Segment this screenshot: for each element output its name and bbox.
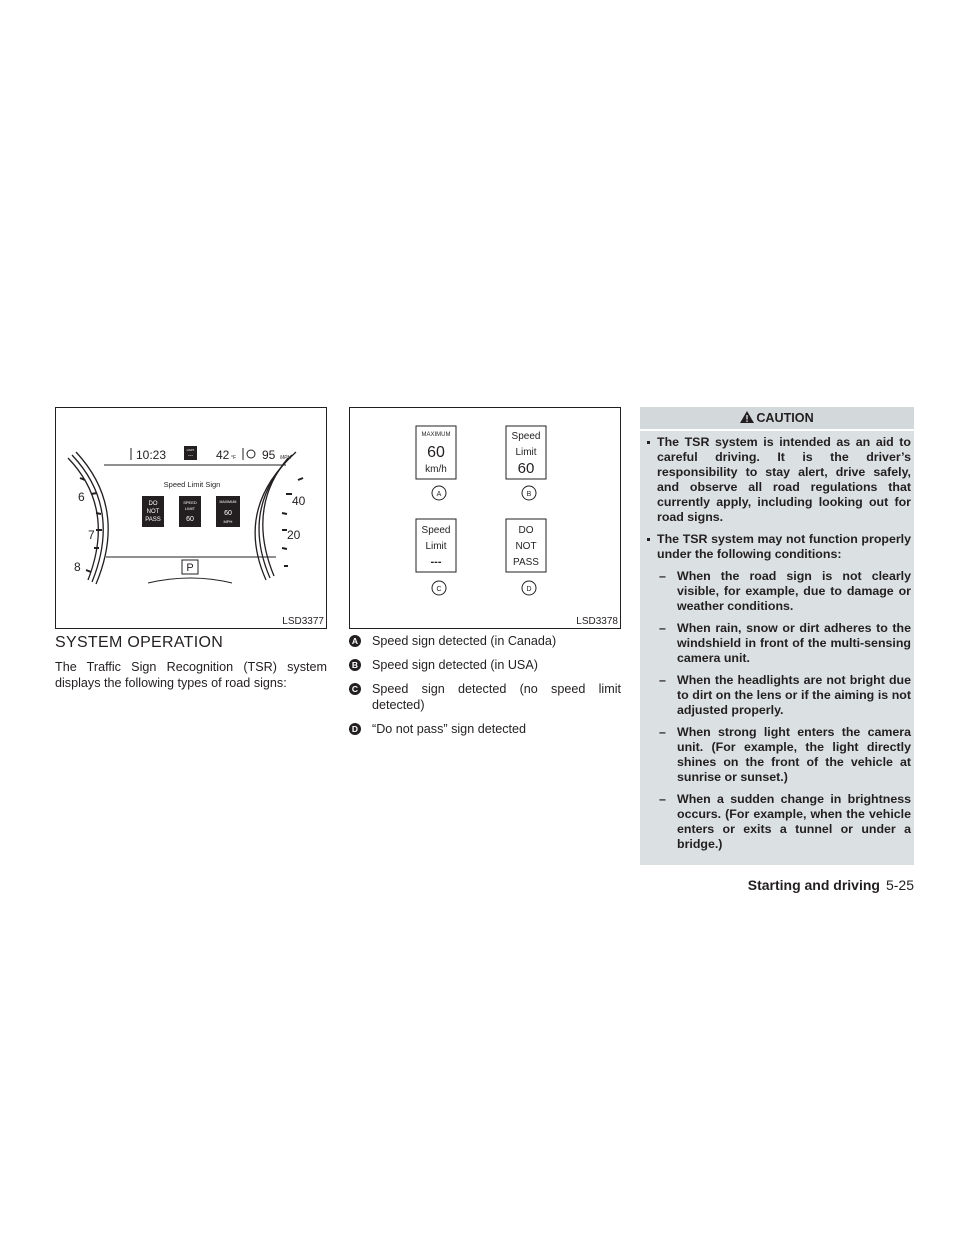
cluster-figure — [55, 407, 327, 629]
warning-triangle-icon — [740, 411, 754, 423]
sign-text: SPEED — [183, 500, 197, 505]
clock-time: 10:23 — [136, 448, 167, 462]
callout-c-badge: C — [349, 683, 361, 695]
sign-a-text: 60 — [427, 444, 445, 461]
sign-a-text: km/h — [425, 464, 447, 475]
legend-item-c — [349, 681, 621, 713]
figure-code: LSD3378 — [576, 616, 618, 627]
tach-label-6: 6 — [78, 490, 85, 504]
sign-text: MPH — [223, 519, 233, 524]
right-column — [640, 407, 914, 894]
sign-text: 60 — [186, 516, 194, 523]
limit-mini-value: --- — [188, 453, 193, 459]
legend-text: Speed sign detected (in Canada) — [372, 634, 557, 648]
caution-title: CAUTION — [756, 411, 814, 425]
sign-b-text: 60 — [517, 460, 535, 477]
condition-item: – When the headlights are not bright due to dirt on the lens or if the aiming is not adjusted properly. — [646, 673, 911, 718]
callout-b-badge: B — [349, 659, 361, 671]
callout-c: C — [436, 586, 442, 593]
tach-label-8: 8 — [74, 560, 81, 574]
vehicle-speed: 95 — [262, 448, 276, 462]
sign-text: LIMIT — [184, 506, 196, 511]
legend-item-d — [349, 721, 621, 737]
sign-d-text: NOT — [515, 541, 537, 552]
callout-a: A — [436, 491, 442, 498]
limit-mini-label: LIMIT — [186, 448, 195, 452]
section-title: SYSTEM OPERATION — [55, 634, 224, 651]
cluster-illustration — [56, 408, 328, 630]
sign-text: 60 — [224, 510, 232, 517]
callout-d: D — [526, 586, 532, 593]
outside-temperature: 42 — [216, 448, 230, 462]
legend-item-a — [349, 633, 621, 649]
callout-a-badge: A — [349, 635, 361, 647]
condition-item: – When strong light enters the camera unit. (For example, the light directly shines on the front of the vehicle at sunrise or sunset.) — [646, 725, 911, 785]
page-number: 5-25 — [885, 877, 914, 893]
page-footer — [640, 876, 914, 894]
temperature-unit: °F — [231, 455, 237, 461]
condition-item: – When the road sign is not clearly visible, for example, due to damage or weather conditions. — [646, 569, 911, 614]
sign-d-text: DO — [518, 525, 534, 536]
sign-types-figure — [349, 407, 621, 629]
sign-types-illustration — [350, 408, 622, 630]
caution-header — [640, 407, 914, 431]
caution-bullet: The TSR system is intended as an aid to careful driving. It is the driver’s responsibility to stay alert, drive safely, and observe all road regulations that currently apply, including looking out for road signs. — [646, 435, 911, 525]
sign-b-text: Speed — [511, 431, 541, 442]
caution-bullet: The TSR system may not function properly under the following conditions: — [646, 532, 911, 562]
caution-list — [640, 431, 914, 852]
sign-d-text: PASS — [513, 557, 539, 568]
sign-a-text: MAXIMUM — [421, 432, 451, 438]
speedo-label-20: 20 — [287, 528, 301, 542]
speedo-label-40: 40 — [292, 494, 306, 508]
legend-text: “Do not pass” sign detected — [372, 722, 527, 736]
sign-b-text: Limit — [515, 447, 537, 458]
condition-item: – When rain, snow or dirt adheres to the windshield in front of the multi-sensing camera unit. — [646, 621, 911, 666]
sign-c-text: Limit — [425, 541, 447, 552]
callout-d-badge: D — [349, 723, 361, 735]
footer-section: Starting and driving — [747, 877, 880, 893]
sign-text: MAXIMUM — [219, 500, 237, 504]
legend-text: Speed sign detected (no speed limit detected) — [372, 682, 621, 712]
figure-legend — [349, 633, 621, 745]
callout-b: B — [526, 491, 532, 498]
tach-label-7: 7 — [88, 528, 95, 542]
caution-box — [640, 407, 914, 865]
sign-c-text: --- — [430, 556, 442, 568]
legend-text: Speed sign detected (in USA) — [372, 658, 538, 672]
sign-text: DO — [148, 501, 158, 507]
speed-unit: MPH — [280, 455, 292, 461]
sign-c-text: Speed — [421, 525, 451, 536]
screen-title: Speed Limit Sign — [163, 480, 221, 489]
sign-text: PASS — [145, 517, 161, 523]
sign-text: NOT — [146, 509, 160, 515]
gear-indicator: P — [186, 562, 194, 574]
section-body: The Traffic Sign Recognition (TSR) system displays the following types of road signs: — [55, 660, 327, 690]
figure-code: LSD3377 — [282, 616, 324, 627]
condition-item: – When a sudden change in brightness occurs. (For example, when the vehicle enters or exits a tunnel or under a bridge.) — [646, 792, 911, 852]
speedometer-icon — [247, 450, 255, 458]
legend-item-b — [349, 657, 621, 673]
